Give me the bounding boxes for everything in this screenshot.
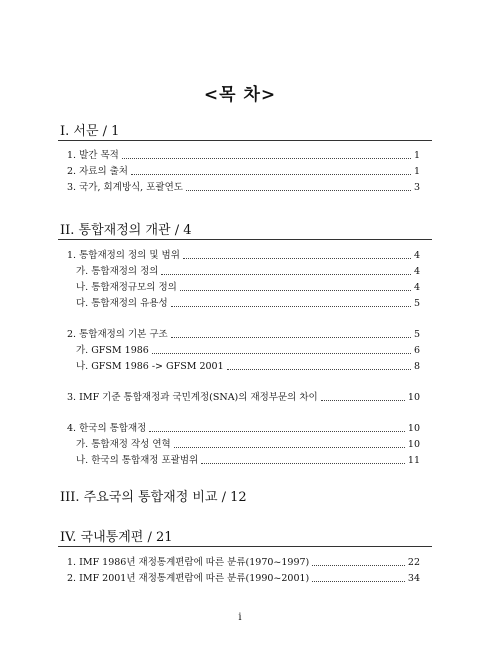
dot-leader [149, 430, 405, 432]
toc-entry-page: 3 [413, 182, 420, 193]
toc-entry[interactable] [67, 248, 420, 262]
toc-entry-text: 4. 한국의 통합재정 [67, 423, 147, 434]
toc-entry-page: 8 [413, 361, 420, 372]
toc-entry-text: 1. IMF 1986년 재정통계편람에 따른 분류(1970~1997) [67, 557, 310, 568]
dot-leader [122, 157, 411, 159]
dot-leader [312, 564, 405, 566]
dot-leader [152, 352, 411, 354]
toc-entry[interactable] [67, 390, 420, 404]
section-heading-3: III. 주요국의 통합재정 비교 / 12 [60, 490, 247, 505]
toc-entry-page: 6 [413, 345, 420, 356]
dot-leader [161, 273, 410, 275]
toc-entry-page: 4 [413, 250, 420, 261]
dot-leader [186, 189, 411, 191]
toc-entry[interactable] [76, 453, 420, 467]
dot-leader [174, 446, 405, 448]
toc-entry[interactable] [76, 264, 420, 278]
toc-entry-text: 다. 통합재정의 유용성 [76, 298, 168, 309]
toc-entry-text: 1. 통합재정의 정의 및 범위 [67, 250, 180, 261]
toc-entry-text: 가. GFSM 1986 [76, 345, 149, 356]
toc-entry-text: 3. 국가, 회계방식, 포괄연도 [67, 182, 183, 193]
toc-entry[interactable] [67, 555, 420, 569]
toc-entry-text: 1. 발간 목적 [67, 150, 119, 161]
section-heading-1: I. 서문 / 1 [60, 124, 120, 139]
toc-entry[interactable] [67, 327, 420, 341]
toc-entry-text: 나. GFSM 1986 -> GFSM 2001 [76, 361, 224, 372]
toc-entry-text: 2. 통합재정의 기본 구조 [67, 329, 168, 340]
dot-leader [201, 462, 405, 464]
toc-entry-page: 10 [407, 392, 420, 403]
toc-entry-page: 5 [413, 298, 420, 309]
section-divider-2 [58, 239, 432, 240]
section-divider-1 [58, 140, 432, 141]
dot-leader [171, 305, 411, 307]
toc-entry[interactable] [67, 571, 420, 585]
toc-entry-page: 4 [413, 266, 420, 277]
toc-entry-page: 10 [407, 423, 420, 434]
dot-leader [171, 336, 411, 338]
toc-entry[interactable] [67, 180, 420, 194]
dot-leader [131, 173, 411, 175]
section-heading-4: IV. 국내통계편 / 21 [60, 530, 173, 545]
toc-entry-text: 2. 자료의 출처 [67, 166, 128, 177]
toc-entry-text: 나. 한국의 통합재정 포괄범위 [76, 455, 199, 466]
toc-entry-page: 11 [407, 455, 420, 466]
toc-entry[interactable] [76, 280, 420, 294]
toc-entry[interactable] [76, 343, 420, 357]
toc-entry[interactable] [67, 421, 420, 435]
dot-leader [183, 257, 411, 259]
toc-entry-page: 34 [407, 573, 420, 584]
section-divider-4 [58, 546, 432, 547]
toc-entry[interactable] [76, 296, 420, 310]
toc-entry-text: 가. 통합재정 작성 연혁 [76, 439, 171, 450]
toc-entry-text: 2. IMF 2001년 재정통계편람에 따른 분류(1990~2001) [67, 573, 310, 584]
toc-entry-text: 3. IMF 기준 통합재정과 국민계정(SNA)의 재정부문의 차이 [67, 392, 318, 403]
dot-leader [312, 580, 405, 582]
dot-leader [321, 399, 405, 401]
toc-entry-page: 1 [413, 166, 420, 177]
toc-entry-page: 4 [413, 282, 420, 293]
toc-entry-text: 나. 통합재정규모의 정의 [76, 282, 177, 293]
section-heading-2: II. 통합재정의 개관 / 4 [60, 223, 192, 238]
toc-entry[interactable] [67, 148, 420, 162]
dot-leader [180, 289, 411, 291]
toc-entry-text: 가. 통합재정의 정의 [76, 266, 159, 277]
toc-title: <목 차> [203, 85, 277, 105]
toc-entry-page: 5 [413, 329, 420, 340]
toc-entry-page: 1 [413, 150, 420, 161]
toc-entry-page: 10 [407, 439, 420, 450]
dot-leader [227, 368, 411, 370]
toc-entry[interactable] [76, 359, 420, 373]
toc-entry[interactable] [76, 437, 420, 451]
page-number: i [238, 612, 242, 623]
toc-entry-page: 22 [407, 557, 420, 568]
toc-entry[interactable] [67, 164, 420, 178]
